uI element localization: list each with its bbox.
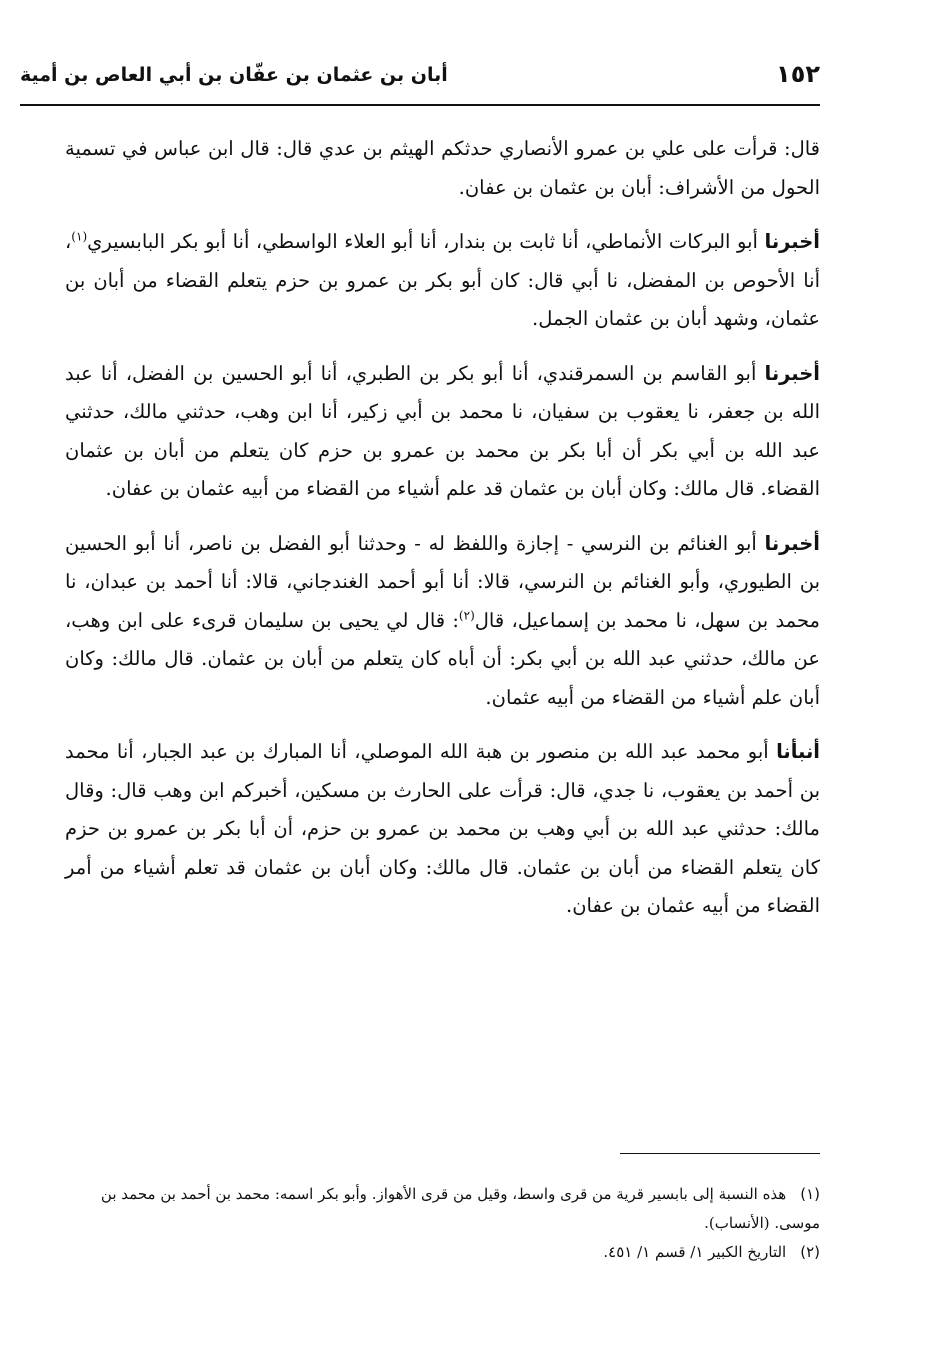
paragraph-1: [65, 130, 820, 207]
header-rule: [20, 104, 820, 106]
footnote-ref-2[interactable]: (٢): [458, 608, 475, 622]
isnad-lead-word: أخبرنا: [764, 230, 820, 253]
footnote-text: هذه النسبة إلى بابسير قرية من قرى واسط، وقيل من قرى الأهواز. وأبو بكر اسمه: محمد بن أحمد بن محمد بن موسى. (الأنساب).: [100, 1185, 820, 1232]
footnote-2: [65, 1238, 820, 1267]
footnote-marker: (٢): [800, 1243, 820, 1261]
paragraph-3: [65, 355, 820, 509]
page-number: ١٥٢: [776, 60, 820, 88]
paragraph-text: قال: قرأت على علي بن عمرو الأنصاري حدثكم الهيثم بن عدي قال: قال ابن عباس في تسمية الحول من الأشراف: أبان بن عثمان بن عفان.: [65, 137, 820, 199]
paragraph-text: أبو البركات الأنماطي، أنا ثابت بن بندار، أنا أبو العلاء الواسطي، أنا أبو بكر البابسيري: [87, 230, 765, 253]
paragraph-text: ، أنا الأحوص بن المفضل، نا أبي قال: كان أبو بكر بن عمرو بن حزم يتعلم القضاء من أبان بن عثمان، وشهد أبان بن عثمان الجمل.: [65, 230, 820, 330]
footnote-1: [65, 1180, 820, 1238]
paragraph-text: : قال لي يحيى بن سليمان قرىء على ابن وهب، عن مالك، حدثني عبد الله بن أبي بكر: أن أباه كان يتعلم من أبان بن عثمان. قال مالك: وكان أبان علم أشياء من القضاء من أبيه عثمان.: [65, 608, 820, 709]
footnote-ref-1[interactable]: (١): [71, 229, 88, 244]
main-text: [65, 130, 820, 942]
page-header: [20, 60, 820, 102]
footnote-marker: (١): [800, 1185, 820, 1203]
isnad-lead-word: أنبأنا: [776, 740, 820, 763]
footnote-rule: [620, 1153, 820, 1154]
isnad-lead-word: أخبرنا: [764, 531, 820, 555]
footnotes: [65, 1180, 820, 1267]
isnad-lead-word: أخبرنا: [764, 361, 820, 385]
paragraph-text: أبو الغنائم بن النرسي - إجازة واللفظ له - وحدثنا أبو الفضل بن ناصر، أنا أبو الحسين بن الطيوري، وأبو الغنائم بن النرسي، قالا: أنا أبو أحمد الغندجاني، قالا: أنا أحمد بن عبدان، نا محمد بن سهل، نا محمد بن إسماعيل، قال: [65, 531, 820, 632]
running-title: أبان بن عثمان بن عفّان بن أبي العاص بن أمية: [20, 64, 448, 86]
paragraph-4: [65, 525, 820, 718]
paragraph-text: أبو القاسم بن السمرقندي، أنا أبو بكر بن الطبري، أنا أبو الحسين بن الفضل، أنا عبد الله بن جعفر، نا يعقوب بن سفيان، نا محمد بن أبي زكير، أنا ابن وهب، حدثني مالك، حدثني عبد الله بن أبي بكر أن أبا بكر بن محمد بن عمرو بن حزم كان يتعلم من أبان بن عثمان القضاء. قال مالك: وكان أبان بن عثمان قد علم أشياء من القضاء من أبيه عثمان بن عفان.: [65, 361, 820, 500]
footnote-text: التاريخ الكبير ١/ قسم ١/ ٤٥١.: [603, 1243, 787, 1261]
paragraph-2: [65, 223, 820, 339]
paragraph-text: أبو محمد عبد الله بن منصور بن هبة الله الموصلي، أنا المبارك بن عبد الجبار، أنا محمد بن أحمد بن يعقوب، نا جدي، قال: قرأت على الحارث بن مسكين، أخبركم ابن وهب قال: وقال مالك: حدثني عبد الله بن أبي وهب بن محمد بن عمرو بن حزم، أن أبا بكر بن عمرو بن حزم كان يتعلم القضاء من أبان بن عثمان. قال مالك: وكان أبان بن عثمان قد تعلم أشياء من أمر القضاء من أبيه عثمان بن عفان.: [65, 740, 820, 917]
paragraph-5: [65, 733, 820, 926]
